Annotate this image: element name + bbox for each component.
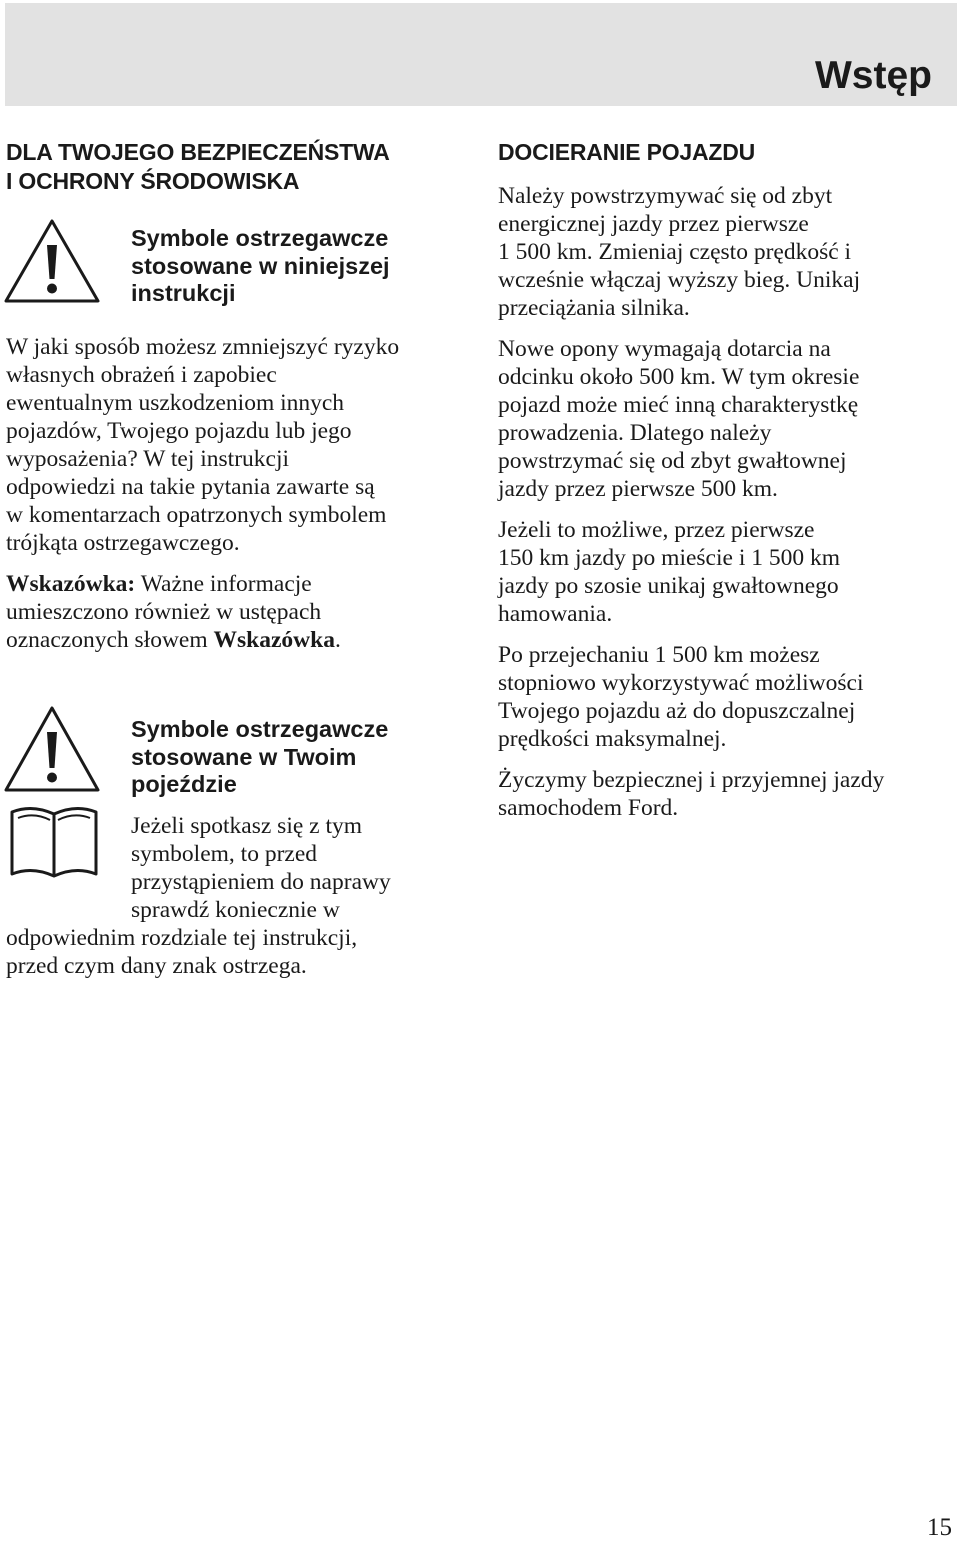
break-in-paragraph-1 [498,182,953,322]
text-line: oznaczonych słowem [6,627,214,653]
break-in-paragraph-5 [498,766,953,822]
text-line: Jeżeli spotkasz się z tym [131,812,363,839]
sub-heading-line: stosowane w niniejszej [131,252,390,279]
sub-heading-vehicle-symbols [131,716,476,799]
text-line: energicznej jazdy przez pierwsze [498,211,809,237]
text-line: Nowe opony wymagają dotarcia na [498,336,831,362]
break-in-paragraph-2 [498,335,953,503]
break-in-paragraph-3 [498,516,953,628]
sub-heading-manual-symbols [131,225,476,308]
break-in-heading: DOCIERANIE POJAZDU [498,139,756,165]
heading-line: I OCHRONY ŚRODOWISKA [6,168,300,194]
vehicle-symbol-block [6,716,476,980]
text-line: jazdy przez pierwsze 500 km. [498,476,778,502]
text-line: hamowania. [498,601,613,627]
text-line: odpowiedzi na takie pytania zawarte są [6,474,375,500]
text-line: Należy powstrzymywać się od zbyt [498,183,833,209]
text-line: przystąpieniem do naprawy [131,868,391,895]
text-line: sprawdź koniecznie w [131,896,340,923]
text-line: Twojego pojazdu aż do dopuszczalnej [498,698,856,724]
manual-book-icon [8,804,100,882]
note-keyword: Wskazówka [213,627,335,653]
left-column [6,138,476,980]
text-line: powstrzymać się od zbyt gwałtownej [498,448,847,474]
heading-line: DLA TWOJEGO BEZPIECZEŃSTWA [6,139,390,165]
text-line: umieszczono również w ustępach [6,599,322,625]
text-line: wyposażenia? W tej instrukcji [6,446,290,472]
text-line: ewentualnym uszkodzeniom innych [6,390,345,416]
text-line: W jaki sposób możesz zmniejszyć ryzyko [6,334,400,360]
text-line: trójkąta ostrzegawczego. [6,530,240,556]
text-line: Ważne informacje [135,571,312,597]
text-line: własnych obrażeń i zapobiec [6,362,277,388]
text-line: Jeżeli to możliwe, przez pierwsze [498,517,815,543]
intro-paragraph [6,333,476,557]
sub-heading-line: instrukcji [131,280,236,306]
text-line: przed czym dany znak ostrzega. [6,952,307,979]
text-line: odcinku około 500 km. W tym okresie [498,364,860,390]
page-title: Wstęp [815,54,932,97]
text-line: 1 500 km. Zmieniaj często prędkość i [498,239,852,265]
warning-symbol-block [6,225,476,325]
warning-triangle-icon [3,217,101,305]
note-paragraph [6,570,476,654]
sub-heading-line: stosowane w Twoim [131,743,357,770]
text-line: Po przejechaniu 1 500 km możesz [498,642,820,668]
note-label: Wskazówka: [6,571,136,597]
sub-heading-line: Symbole ostrzegawcze [131,716,389,742]
text-line: w komentarzach opatrzonych symbolem [6,502,387,528]
text-line: wcześnie włączaj wyższy bieg. Unikaj [498,267,861,293]
text-line: jazdy po szosie unikaj gwałtownego [498,573,839,599]
sub-heading-line: pojeździe [131,771,237,797]
text-line: pojazd może mieć inną charakterystkę [498,392,859,418]
text-line: Życzymy bezpiecznej i przyjemnej jazdy [498,767,885,793]
page-number: 15 [927,1514,952,1541]
text-line: prowadzenia. Dlatego należy [498,420,772,446]
text-line: stopniowo wykorzystywać możliwości [498,670,864,696]
text-line: . [334,627,341,653]
text-line: przeciążania silnika. [498,295,690,321]
text-line: 150 km jazdy po mieście i 1 500 km [498,545,841,571]
text-line: symbolem, to przed [131,840,318,867]
text-line: samochodem Ford. [498,795,679,821]
text-line: pojazdów, Twojego pojazdu lub jego [6,418,352,444]
text-line: odpowiednim rozdziale tej instrukcji, [6,924,358,951]
warning-triangle-icon [3,704,101,794]
sub-heading-line: Symbole ostrzegawcze [131,225,389,251]
right-column [498,138,953,822]
safety-section-heading [6,138,476,196]
text-line: prędkości maksymalnej. [498,726,727,752]
break-in-paragraph-4 [498,641,953,753]
